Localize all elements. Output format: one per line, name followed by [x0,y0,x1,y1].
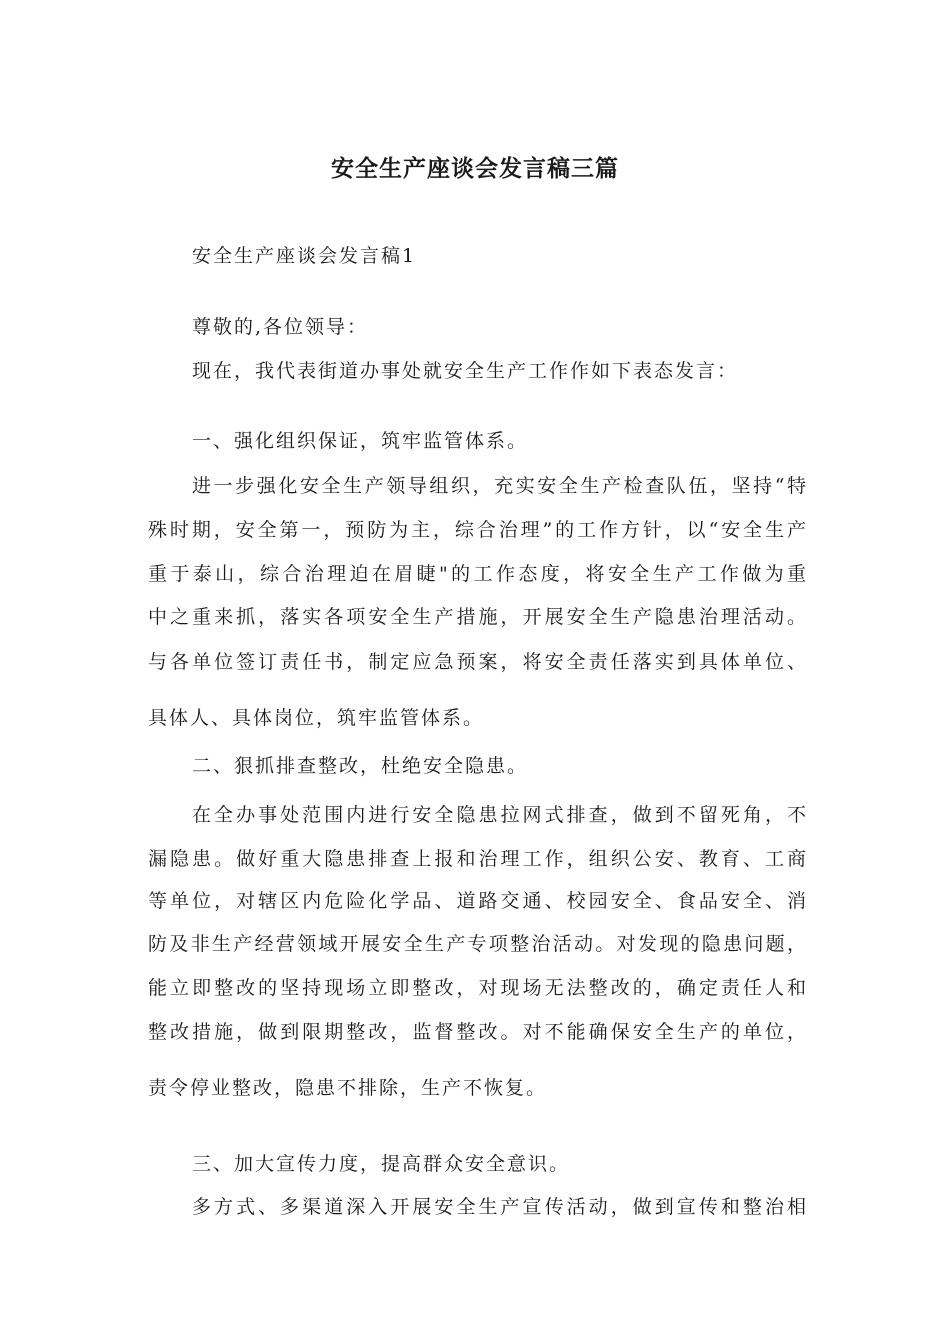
section-3-heading: 三、加大宣传力度，提高群众安全意识。 [192,1153,571,1175]
section-2-line: 防及非生产经营领域开展安全生产专项整治活动。对发现的隐患问题， [148,933,808,955]
intro-line: 现在，我代表街道办事处就安全生产工作作如下表态发言： [192,360,739,382]
section-3-line: 多方式、多渠道深入开展安全生产宣传活动，做到宣传和整治相 [192,1196,808,1218]
section-1-line: 殊时期，安全第一，预防为主，综合治理”的工作方针，以“安全生产 [148,519,808,541]
section-1-line: 重于泰山，综合治理迫在眉睫"的工作态度，将安全生产工作做为重 [148,563,808,585]
section-2-line: 责令停业整改，隐患不排除，生产不恢复。 [148,1077,548,1099]
section-2-line: 等单位，对辖区内危险化学品、道路交通、校园安全、食品安全、消 [148,890,808,912]
section-1-line: 与各单位签订责任书，制定应急预案，将安全责任落实到具体单位、 [148,651,808,673]
document-title: 安全生产座谈会发言稿三篇 [331,156,619,182]
greeting: 尊敬的,各位领导： [192,316,369,338]
section-2-line: 漏隐患。做好重大隐患排查上报和治理工作，组织公安、教育、工商 [148,848,808,870]
section-2-line: 能立即整改的坚持现场立即整改，对现场无法整改的，确定责任人和 [148,977,808,999]
section-1-heading: 一、强化组织保证，筑牢监管体系。 [192,430,529,452]
speech-subtitle: 安全生产座谈会发言稿1 [192,245,417,267]
section-1-line: 中之重来抓，落实各项安全生产措施，开展安全生产隐患治理活动。 [148,606,808,628]
section-2-line: 在全办事处范围内进行安全隐患拉网式排查，做到不留死角，不 [192,804,808,826]
section-1-line: 具体人、具体岗位，筑牢监管体系。 [148,707,485,729]
section-2-heading: 二、狠抓排查整改，杜绝安全隐患。 [192,755,529,777]
section-1-line: 进一步强化安全生产领导组织，充实安全生产检查队伍，坚持“特 [192,475,808,497]
section-2-line: 整改措施，做到限期整改，监督整改。对不能确保安全生产的单位， [148,1021,808,1043]
